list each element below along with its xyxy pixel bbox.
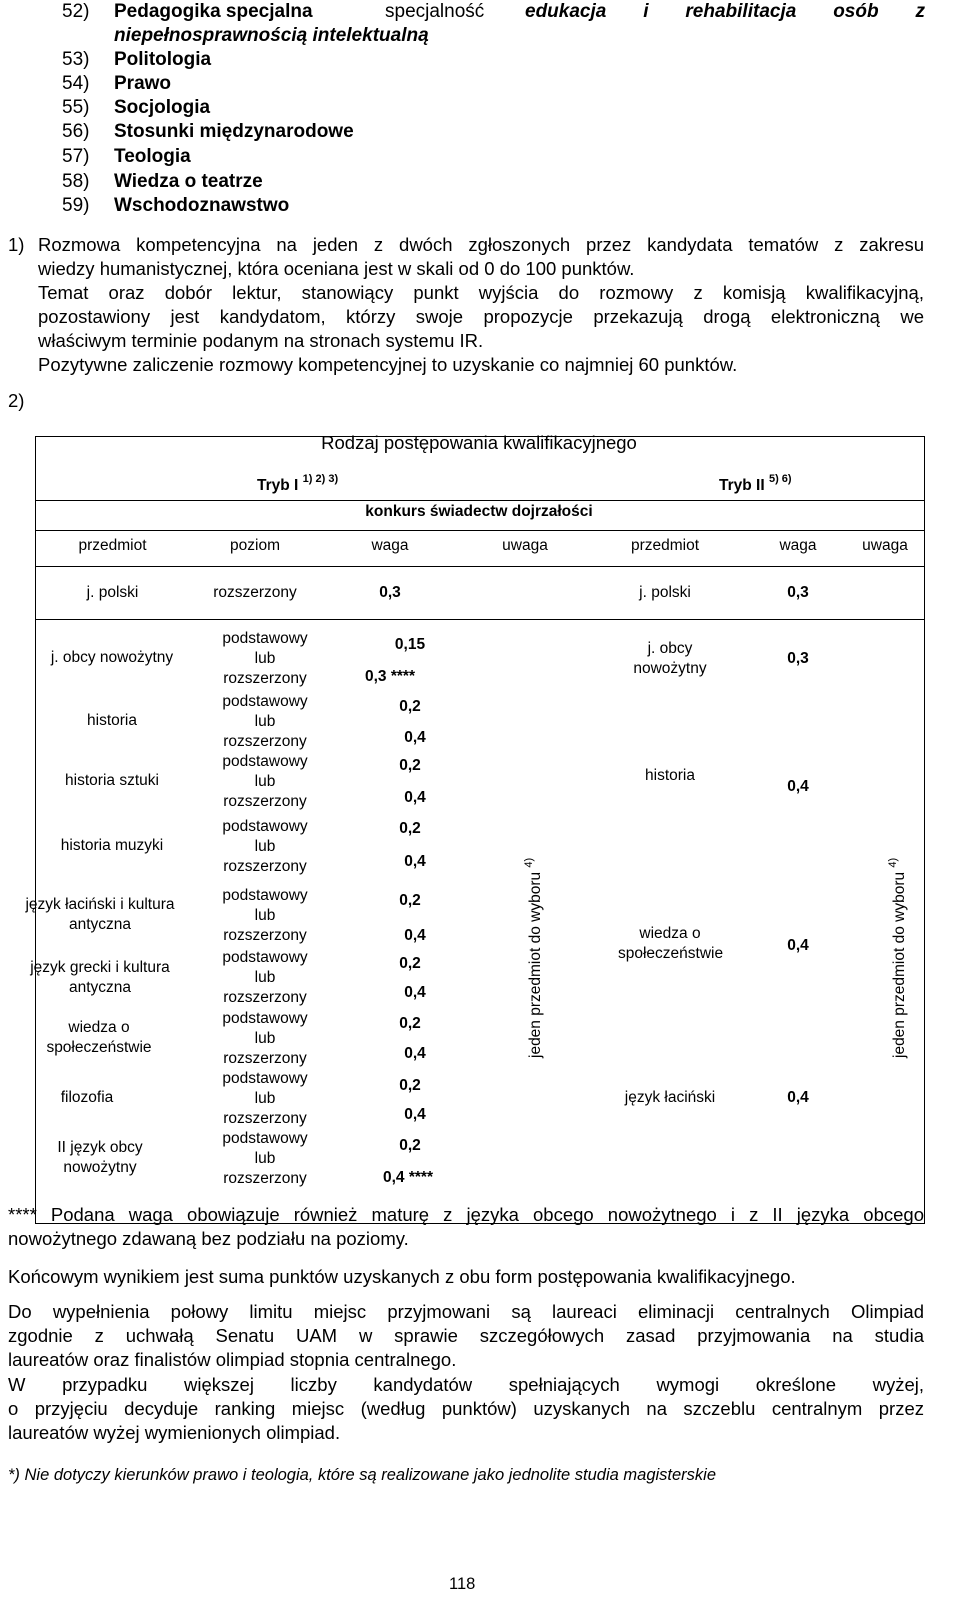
level-line: podstawowy [222,1010,308,1027]
level-line: podstawowy [222,887,308,904]
level-line: rozszerzony [223,733,307,750]
list-item-53 [62,48,211,73]
level-line: lub [254,1030,276,1047]
tryb-1-label [257,469,338,496]
level-line: lub [254,907,276,924]
list-item-55 [62,96,210,121]
subject-grecki: język grecki i kultura antyczna [30,959,170,996]
level-block [205,817,325,877]
list-item-57 [62,145,191,170]
level-line: lub [254,1090,276,1107]
olympiad-line4: W przypadku większej liczby kandydatów spełniających wymogi określone wyżej, [8,1374,924,1395]
stars-note-line2: nowożytnego zdawaną bez podziału na poziomy. [8,1228,409,1249]
list-label: Wschodoznawstwo [114,195,290,216]
level-block [205,1069,325,1129]
list-item-52-specjalnosc: specjalność [385,1,485,22]
list-label: Teologia [114,146,191,167]
weight-extended: 0,4 **** [383,1169,433,1186]
weight-extended: 0,4 [404,789,426,806]
rotated-note-tryb1 [523,858,545,1058]
list-number: 53) [62,49,90,70]
level-block [205,948,325,1008]
footnote-1-line2: wiedzy humanistycznej, która oceniana jest w skali od 0 do 100 punktów. [38,258,635,279]
level-line: rozszerzony [223,1050,307,1067]
jpolski-subject-2: j. polski [639,584,691,601]
tryb2-subject-lacinski: język łaciński [624,1089,716,1106]
footnote-1-number: 1) [8,234,25,255]
tryb2-subject-historia: historia [645,767,695,784]
weight-extended: 0,4 [404,729,426,746]
level-line: podstawowy [222,630,308,647]
weight-basic: 0,2 [399,1137,421,1154]
qualification-table [25,432,960,1226]
level-block [205,629,325,689]
level-line: podstawowy [222,1130,308,1147]
subject-jobcy: j. obcy nowożytny [50,649,174,666]
weight-extended: 0,3 **** [365,668,415,685]
weight-extended: 0,4 [404,927,426,944]
weight-extended: 0,4 [404,1045,426,1062]
level-line: rozszerzony [223,670,307,687]
olympiad-line3: laureatów oraz finalistów olimpiad stopnia centralnego. [8,1349,457,1370]
weight-extended: 0,4 [404,853,426,870]
level-block [205,752,325,812]
list-label: Politologia [114,49,212,70]
list-item-54 [62,72,171,97]
col-przedmiot-2: przedmiot [630,537,700,554]
table-rule [35,566,925,567]
tryb2-weight-wos: 0,4 [787,937,809,954]
tryb2-weight-lacinski: 0,4 [787,1089,809,1106]
jpolski-weight: 0,3 [379,584,401,601]
col-waga: waga [371,537,409,554]
jpolski-weight-2: 0,3 [787,584,809,601]
star-footnote: *) Nie dotyczy kierunków prawo i teologia, które są realizowane jako jednolite studia magisterskie [8,1466,717,1484]
level-line: lub [254,1150,276,1167]
olympiad-line1: Do wypełnienia połowy limitu miejsc przyjmowani są laureaci eliminacji centralnych Olimpiad [8,1301,924,1322]
footnote-1-line3: Temat oraz dobór lektur, stanowiący punkt wyjścia do rozmowy z komisją kwalifikacyjną, [38,282,924,303]
footnote-1-line4: pozostawiony jest kandydatom, którzy swoje propozycje przekazują drogą elektroniczną we [38,306,924,327]
tryb-2-text: Tryb II [719,477,765,494]
subject-historia-muzyki: historia muzyki [60,837,164,854]
olympiad-line5: o przyjęciu decyduje ranking miejsc (według punktów) uzyskanych na szczeblu centralnym przez [8,1398,924,1419]
col-poziom: poziom [230,537,280,554]
tryb2-weight-historia: 0,4 [787,778,809,795]
rotated-note-tryb2 [887,858,909,1058]
footnote-1-line1: Rozmowa kompetencyjna na jeden z dwóch zgłoszonych przez kandydata tematów z zakresu [38,234,924,255]
level-line: podstawowy [222,1070,308,1087]
level-line: podstawowy [222,949,308,966]
subject-historia: historia [87,712,137,729]
tryb-1-text: Tryb I [257,477,299,494]
jpolski-level: rozszerzony [213,584,297,601]
list-label: Wiedza o teatrze [114,171,263,192]
level-line: lub [254,773,276,790]
weight-basic: 0,15 [394,636,426,653]
level-line: lub [254,650,276,667]
stars-note-line1: **** Podana waga obowiązuje również maturę z języka obcego nowożytnego i z II języka obcego [8,1204,924,1225]
level-line: rozszerzony [223,989,307,1006]
olympiad-line2: zgodnie z uchwałą Senatu UAM w sprawie szczegółowych zasad przyjmowania na studia [8,1325,924,1346]
weight-extended: 0,4 [404,984,426,1001]
list-number: 57) [62,146,90,167]
list-item-52 [62,0,313,25]
list-label: Socjologia [114,97,211,118]
subject-historia-sztuki: historia sztuki [65,772,159,789]
col-uwaga: uwaga [502,537,548,554]
level-line: rozszerzony [223,1110,307,1127]
weight-basic: 0,2 [399,1077,421,1094]
tryb-2-label [719,469,792,496]
list-number: 59) [62,195,90,216]
subject-ii-jezyk: II język obcy nowożytny [57,1139,143,1176]
level-line: lub [254,713,276,730]
rotated-note-footnote: 4) [887,857,899,868]
subject-lacinski: język łaciński i kultura antyczna [25,896,175,933]
list-label: Prawo [114,73,172,94]
weight-basic: 0,2 [399,698,421,715]
footnote-2-number: 2) [8,390,25,411]
list-item-52-edukacja: edukacja i rehabilitacja osób z [525,1,925,22]
list-number: 52) [62,1,90,22]
page-number: 118 [449,1575,476,1593]
level-line: rozszerzony [223,1170,307,1187]
list-number: 55) [62,97,90,118]
rotated-note-text: jeden przedmiot do wyboru [891,871,908,1058]
level-block [205,886,325,946]
list-label: Stosunki międzynarodowe [114,121,354,142]
list-item-59 [62,194,289,219]
list-item-56 [62,120,354,145]
jpolski-subject: j. polski [86,584,139,601]
list-item-58 [62,170,263,195]
level-line: podstawowy [222,693,308,710]
tryb2-weight-jobcy: 0,3 [787,650,809,667]
final-result-note: Końcowym wynikiem jest suma punktów uzyskanych z obu form postępowania kwalifikacyjnego. [8,1266,796,1287]
col-uwaga-2: uwaga [862,537,908,554]
weight-basic: 0,2 [399,757,421,774]
subject-wos: wiedza o społeczeństwie [46,1019,152,1056]
weight-basic: 0,2 [399,1015,421,1032]
level-line: rozszerzony [223,858,307,875]
list-number: 54) [62,73,90,94]
footnote-1-line5: właściwym terminie podanym na stronach systemu IR. [38,330,484,351]
rotated-note-text: jeden przedmiot do wyboru [527,871,544,1058]
weight-basic: 0,2 [399,892,421,909]
level-line: podstawowy [222,753,308,770]
subject-filozofia: filozofia [60,1089,114,1106]
olympiad-line6: laureatów wyżej wymienionych olimpiad. [8,1422,341,1443]
list-item-52-line2: niepełnosprawnością intelektualną [114,25,429,46]
list-label: Pedagogika specjalna [114,1,313,22]
table-rule [35,619,925,620]
tryb2-subject-wos: wiedza o społeczeństwie [618,925,724,962]
level-line: rozszerzony [223,793,307,810]
tryb-2-footnote: 5) 6) [768,473,792,485]
level-block [205,1009,325,1069]
level-block [205,692,325,752]
weight-extended: 0,4 [404,1106,426,1123]
konkurs-label: konkurs świadectw dojrzałości [365,503,593,520]
table-title: Rodzaj postępowania kwalifikacyjnego [321,432,637,453]
table-rule [35,530,925,531]
col-przedmiot: przedmiot [78,537,147,554]
level-line: lub [254,838,276,855]
level-line: lub [254,969,276,986]
tryb-1-footnote: 1) 2) 3) [302,473,339,485]
footnote-1-line6: Pozytywne zaliczenie rozmowy kompetencyjnej to uzyskanie co najmniej 60 punktów. [38,354,738,375]
level-line: rozszerzony [223,927,307,944]
level-line: podstawowy [222,818,308,835]
level-block [205,1129,325,1189]
rotated-note-footnote: 4) [523,857,535,868]
weight-basic: 0,2 [399,955,421,972]
tryb2-subject-jobcy: j. obcy nowożytny [633,640,707,677]
weight-basic: 0,2 [399,820,421,837]
list-number: 56) [62,121,90,142]
list-number: 58) [62,171,90,192]
col-waga-2: waga [779,537,817,554]
